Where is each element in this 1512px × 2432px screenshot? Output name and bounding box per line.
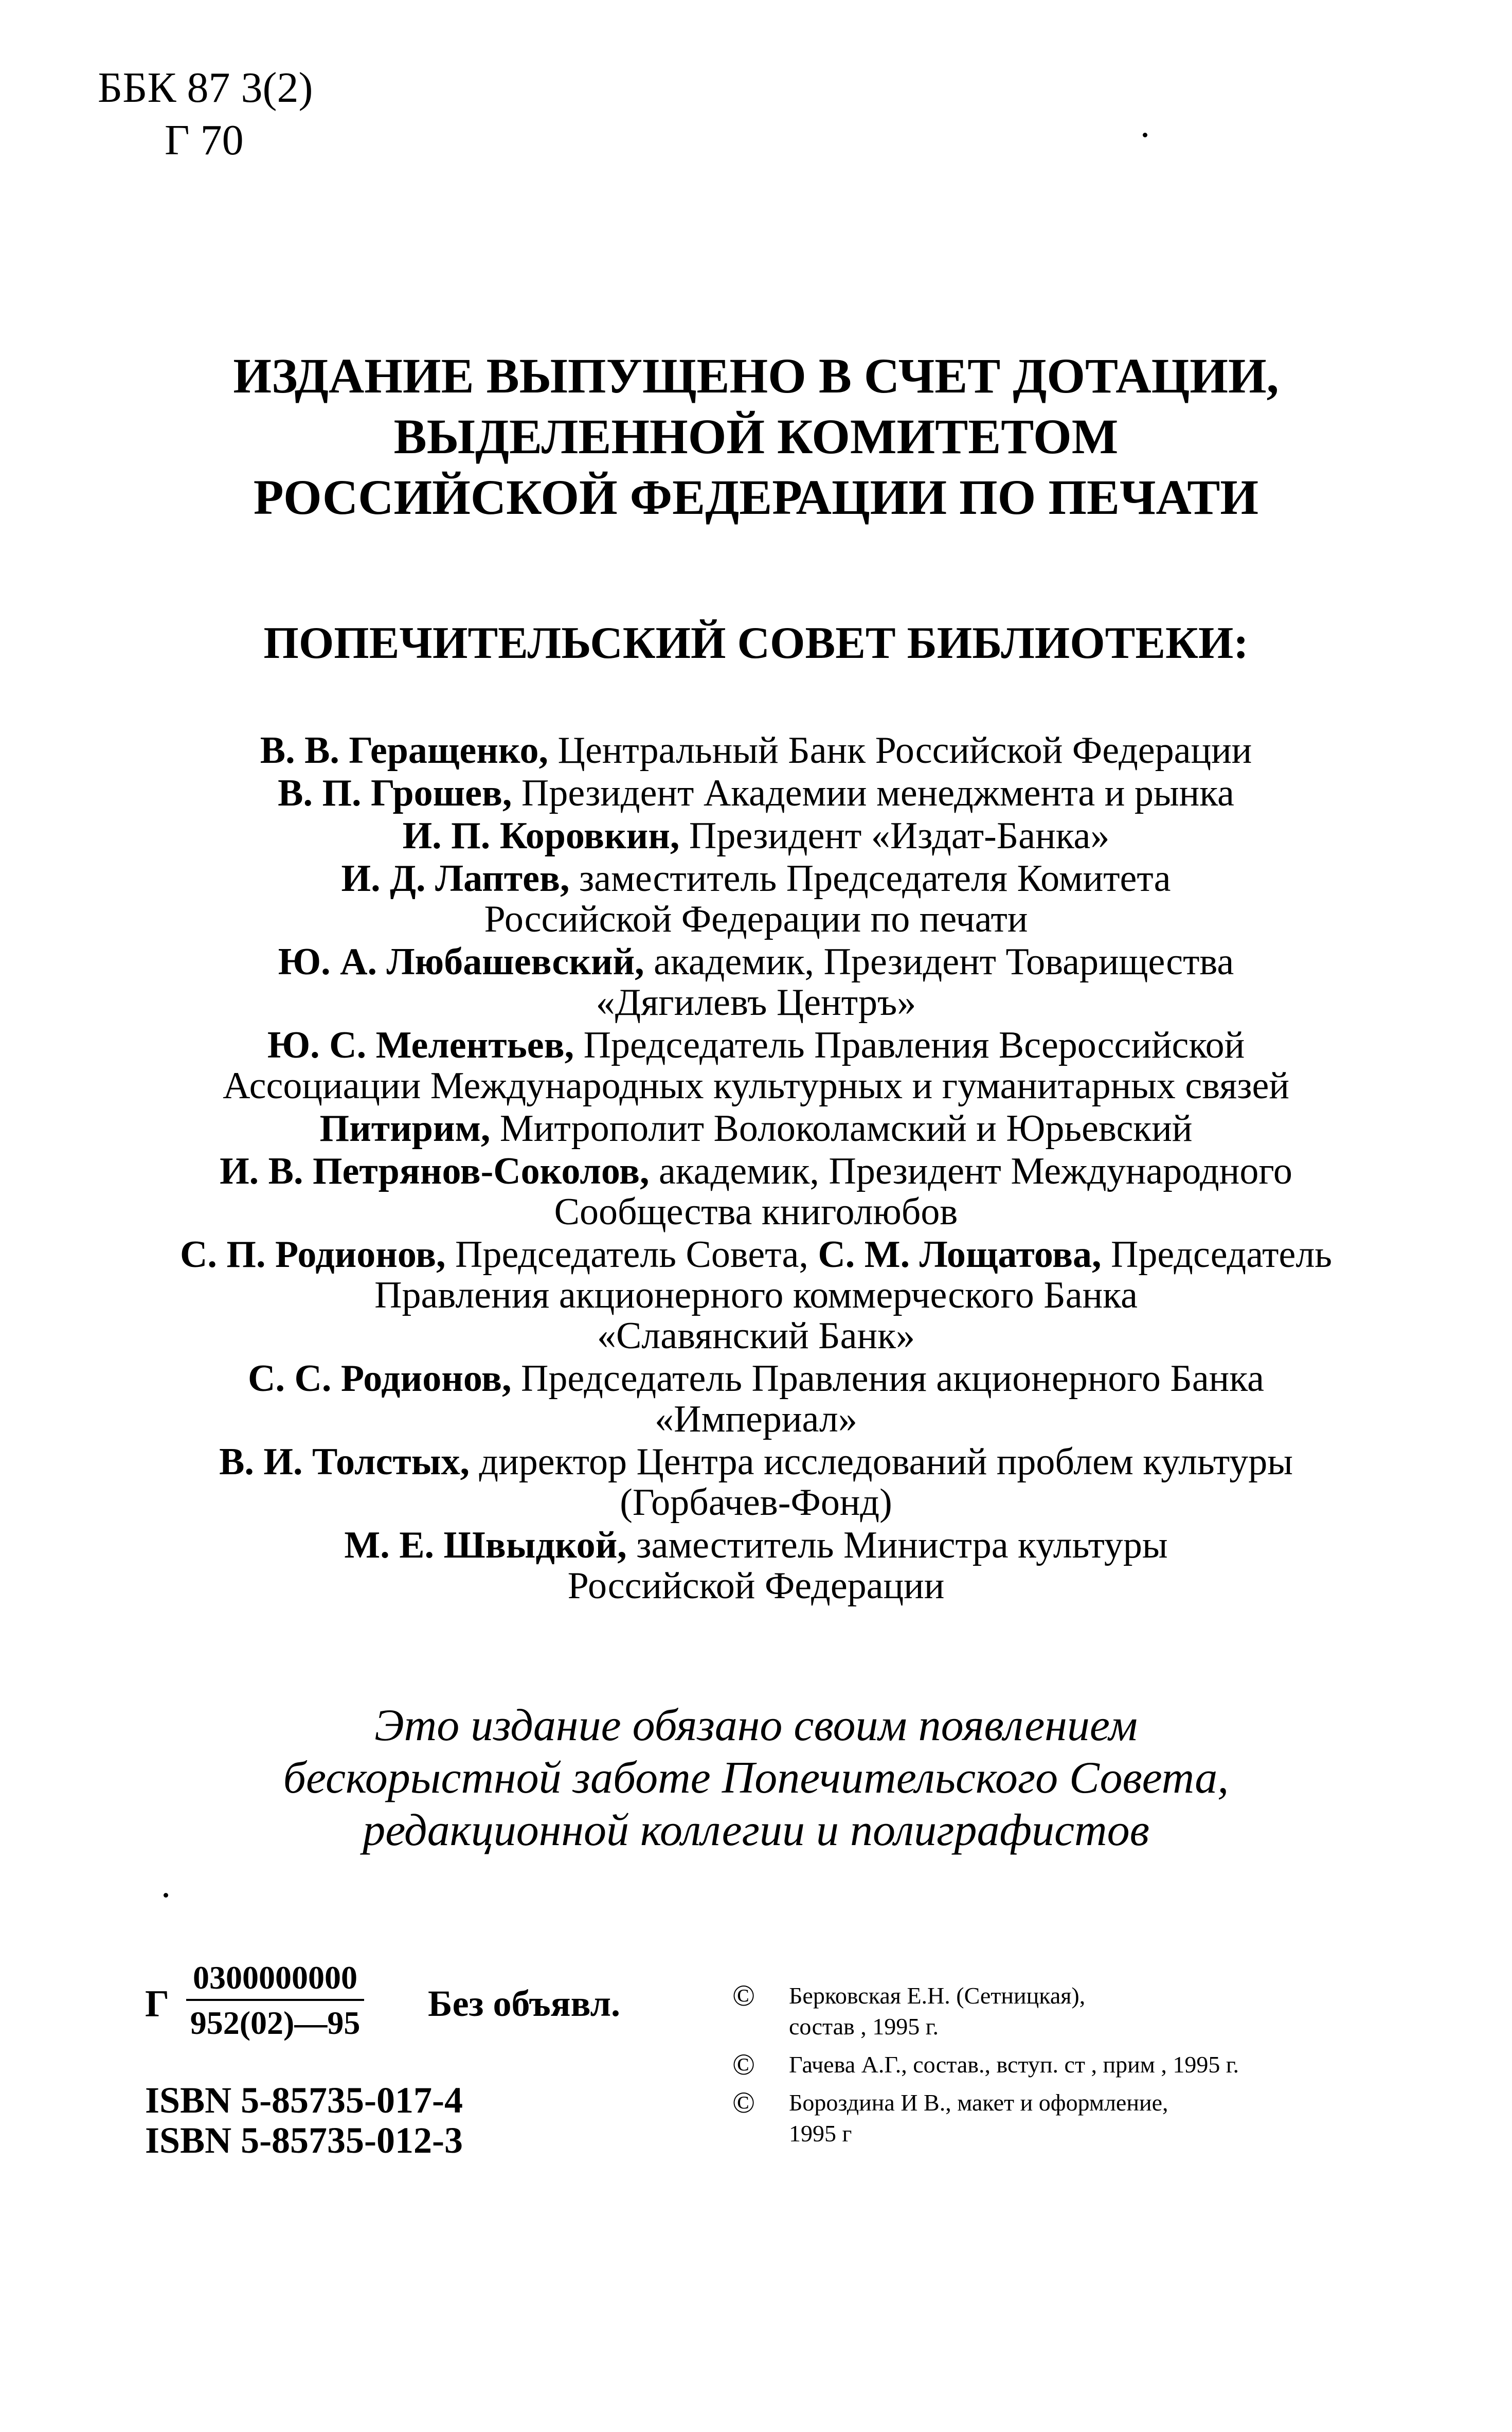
author-mark: Г 70 <box>165 116 244 164</box>
member-role: академик, Президент Международного <box>649 1150 1292 1192</box>
council-title: ПОПЕЧИТЕЛЬСКИЙ СОВЕТ БИБЛИОТЕКИ: <box>263 618 1249 668</box>
member-role: Председатель <box>1101 1233 1333 1276</box>
member-role-continued: Ассоциации Международных культурных и гуманитарных связей <box>223 1065 1289 1107</box>
council-member <box>103 1025 1409 1106</box>
council-member <box>103 730 1409 771</box>
no-announcement-note: Без объявл. <box>428 1983 620 2024</box>
member-name: В. В. Геращенко, <box>260 729 548 772</box>
copyright-icon: © <box>732 2048 755 2081</box>
council-member <box>103 1108 1409 1149</box>
member-role: директор Центра исследований проблем культуры <box>470 1441 1293 1483</box>
member-name: С. М. Лощатова, <box>818 1233 1102 1276</box>
subsidy-line-2: ВЫДЕЛЕННОЙ КОМИТЕТОМ <box>393 409 1119 464</box>
council-member <box>103 1442 1409 1523</box>
member-role: Председатель Правления акционерного Банка <box>511 1357 1264 1400</box>
member-role-continued: Сообщества книголюбов <box>554 1191 958 1233</box>
council-member <box>103 859 1409 940</box>
member-name: Питирим, <box>319 1107 491 1150</box>
member-role-continued: Правления акционерного коммерческого Банка <box>374 1274 1138 1316</box>
subsidy-notice <box>0 346 1512 528</box>
council-member <box>103 773 1409 814</box>
tribute-line-3: редакционной коллегии и полиграфистов <box>363 1805 1149 1855</box>
member-role: Президент «Издат-Банка» <box>679 815 1110 857</box>
member-role: заместитель Председателя Комитета <box>569 857 1171 900</box>
isbn-block <box>145 2080 463 2160</box>
member-role: Центральный Банк Российской Федерации <box>548 729 1252 772</box>
catalog-code <box>145 1960 649 2063</box>
catalog-letter: Г <box>145 1983 170 2025</box>
copyright-icon: © <box>732 2086 755 2119</box>
council-member <box>103 1235 1409 1356</box>
member-name: В. И. Толстых, <box>219 1441 470 1483</box>
member-role-continued: «Империал» <box>655 1398 857 1440</box>
catalog-numerator: 0300000000 <box>186 1960 364 2001</box>
print-speck <box>164 1893 168 1898</box>
member-role: заместитель Министра культуры <box>626 1524 1168 1566</box>
member-role-continued: «Дягилевъ Центръ» <box>596 981 916 1024</box>
council-members-list <box>103 730 1409 1608</box>
member-role: Председатель Правления Всероссийской <box>574 1024 1245 1066</box>
council-member <box>103 942 1409 1023</box>
tribute-line-2: бескорыстной заботе Попечительского Совета, <box>283 1753 1229 1803</box>
copyright-entry <box>732 1980 1401 2042</box>
isbn-line: ISBN 5-85735-012-3 <box>145 2120 463 2161</box>
copyright-text: Бороздина И В., макет и оформление, <box>789 2089 1168 2116</box>
copyright-icon: © <box>732 1979 755 2012</box>
isbn-line: ISBN 5-85735-017-4 <box>145 2080 463 2121</box>
member-role: Председатель Совета, <box>445 1233 818 1276</box>
member-role: Президент Академии менеджмента и рынка <box>512 772 1234 814</box>
copyright-text-continued: состав , 1995 г. <box>789 2013 939 2040</box>
member-name: И. Д. Лаптев, <box>341 857 570 900</box>
council-member <box>103 1151 1409 1232</box>
council-member <box>103 1525 1409 1606</box>
member-role-continued: Российской Федерации <box>567 1565 945 1607</box>
copyright-notices <box>732 1980 1401 2156</box>
copyright-entry <box>732 2049 1401 2080</box>
council-member <box>103 816 1409 856</box>
member-role: Митрополит Волоколамский и Юрьевский <box>490 1107 1193 1150</box>
copyright-entry <box>732 2087 1401 2149</box>
member-role: академик, Президент Товарищества <box>644 941 1234 983</box>
member-role-continued: «Славянский Банк» <box>597 1315 915 1357</box>
member-name: С. С. Родионов, <box>248 1357 512 1400</box>
member-name: В. П. Грошев, <box>278 772 512 814</box>
copyright-text: Гачева А.Г., состав., вступ. ст , прим , 1995 г. <box>789 2051 1239 2078</box>
member-name: Ю. С. Мелентьев, <box>267 1024 574 1066</box>
member-name: И. В. Петрянов-Соколов, <box>220 1150 650 1192</box>
catalog-denominator: 952(02)—95 <box>190 2005 361 2041</box>
tribute-text <box>0 1700 1512 1857</box>
subsidy-line-1: ИЗДАНИЕ ВЫПУЩЕНО В СЧЕТ ДОТАЦИИ, <box>233 348 1279 403</box>
member-role-continued: Российской Федерации по печати <box>484 898 1028 940</box>
catalog-fraction <box>186 1960 364 2041</box>
subsidy-line-3: РОССИЙСКОЙ ФЕДЕРАЦИИ ПО ПЕЧАТИ <box>253 470 1259 525</box>
print-speck <box>1143 133 1147 137</box>
tribute-line-1: Это издание обязано своим появлением <box>374 1701 1138 1750</box>
member-role-continued: (Горбачев-Фонд) <box>620 1481 892 1524</box>
classification-codes <box>98 62 313 167</box>
member-name: И. П. Коровкин, <box>402 815 680 857</box>
member-name: М. Е. Швыдкой, <box>344 1524 627 1566</box>
member-name: С. П. Родионов, <box>179 1233 446 1276</box>
member-name: Ю. А. Любашевский, <box>278 941 644 983</box>
council-member <box>103 1358 1409 1440</box>
copyright-text-continued: 1995 г <box>789 2120 852 2147</box>
bbk-code: ББК 87 3(2) <box>98 64 313 112</box>
copyright-text: Берковская Е.Н. (Сетницкая), <box>789 1982 1086 2009</box>
